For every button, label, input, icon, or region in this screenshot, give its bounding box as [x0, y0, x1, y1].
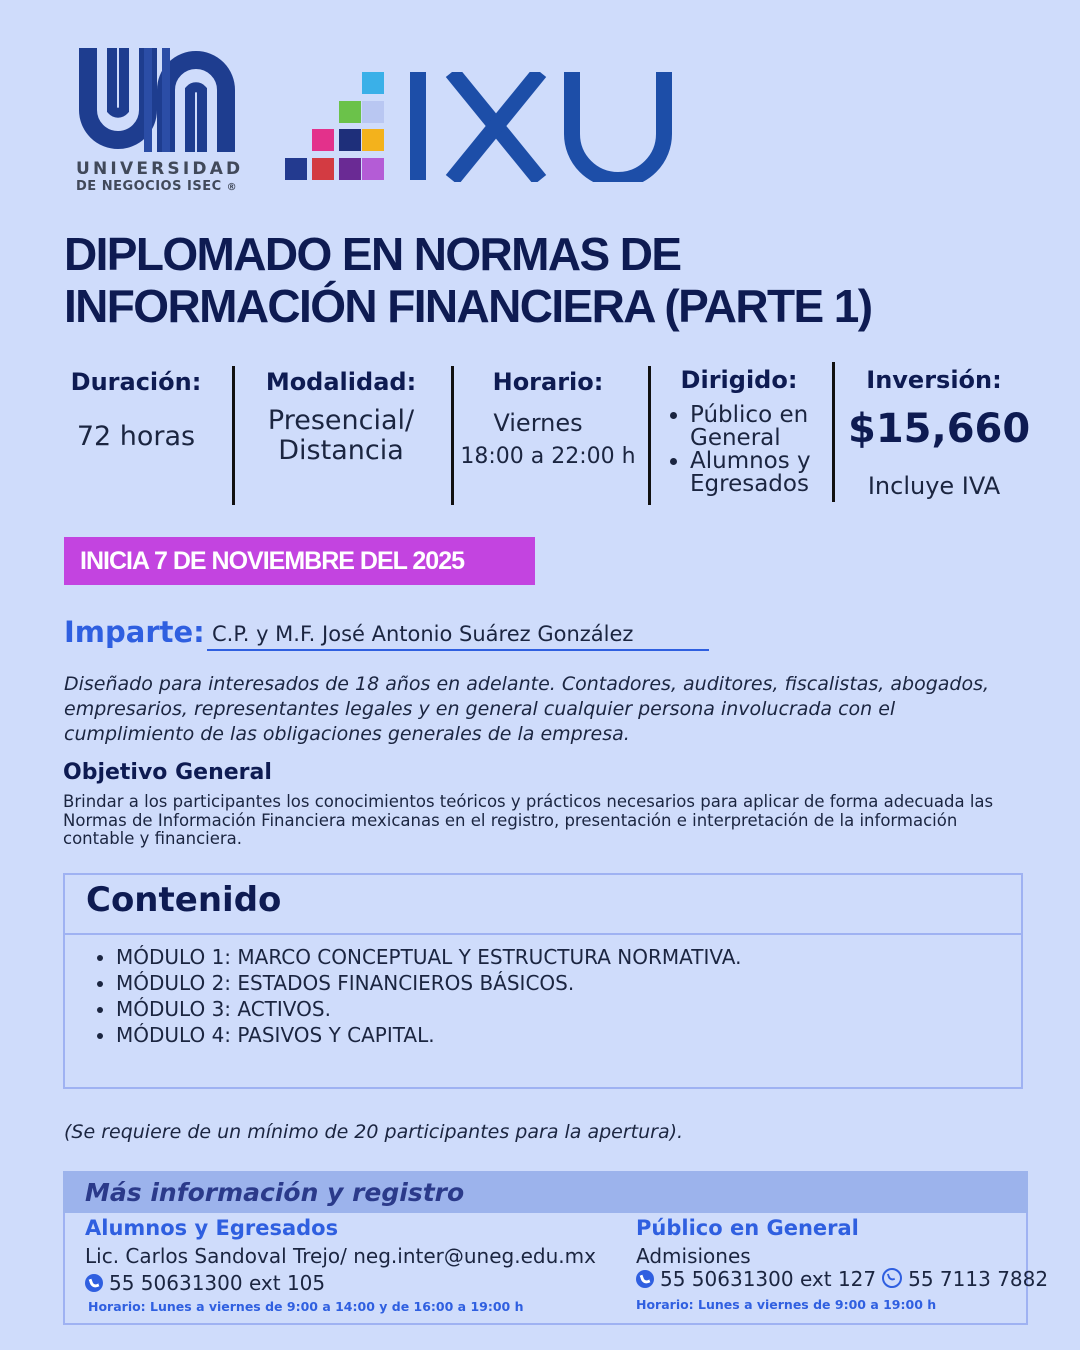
objective-title: Objetivo General [63, 760, 272, 785]
description: Diseñado para interesados de 18 años en adelante. Contadores, auditores, fiscalistas, abogados, empresarios, representantes legales y en general cualquier persona involucrada con el cumplimiento de las obligaciones generales de la empresa. [64, 673, 990, 745]
dirigido-item: • Alumnos y Egresados [690, 450, 840, 496]
modalidad-line2: Distancia [278, 435, 404, 466]
modalidad-value [245, 406, 437, 466]
alumnos-phone-row[interactable] [85, 1271, 325, 1295]
module-list [92, 944, 741, 1048]
horario-day: Viernes [493, 409, 583, 437]
content-title: Contenido [86, 880, 282, 920]
dirigido-label: Dirigido: [680, 366, 798, 394]
whatsapp-icon [882, 1268, 902, 1288]
alumnos-phone[interactable]: 55 50631300 ext 105 [109, 1271, 326, 1295]
horario-time: 18:00 a 22:00 h [460, 444, 636, 469]
publico-whatsapp[interactable]: 55 7113 7882 [908, 1267, 1049, 1291]
minimum-participants-note: (Se requiere de un mínimo de 20 participantes para la apertura). [64, 1121, 684, 1143]
modalidad-label: Modalidad: [265, 368, 417, 396]
instructor-name: C.P. y M.F. José Antonio Suárez González [212, 622, 634, 646]
publico-phone[interactable]: 55 50631300 ext 127 [660, 1267, 877, 1291]
divider-4 [832, 362, 835, 502]
start-date-badge: INICIA 7 DE NOVIEMBRE DEL 2025 [64, 537, 535, 585]
alumnos-title: Alumnos y Egresados [85, 1216, 339, 1240]
contact-title: Más información y registro [85, 1178, 465, 1207]
module-item: • MÓDULO 1: MARCO CONCEPTUAL Y ESTRUCTURA NORMATIVA. [116, 944, 741, 970]
alumnos-contact[interactable]: Lic. Carlos Sandoval Trejo/ neg.inter@uneg.edu.mx [85, 1244, 596, 1268]
duracion-label: Duración: [70, 368, 202, 396]
dirigido-list [666, 404, 840, 496]
inversion-label: Inversión: [866, 366, 1002, 394]
ixu-logo [282, 72, 677, 182]
uneg-logo-line1: UNIVERSIDAD [76, 159, 244, 179]
price-note: Incluye IVA [867, 472, 1001, 500]
module-item: • MÓDULO 3: ACTIVOS. [116, 996, 741, 1022]
modalidad-line1: Presencial/ [267, 405, 415, 436]
publico-phone-row[interactable] [636, 1267, 1048, 1291]
dirigido-item: • Público en General [690, 404, 840, 450]
page-title [64, 228, 1024, 332]
price: $15,660 [848, 406, 1031, 452]
uneg-logo-text [76, 160, 243, 197]
module-item: • MÓDULO 4: PASIVOS Y CAPITAL. [116, 1022, 741, 1048]
divider-2 [451, 366, 454, 505]
divider-1 [232, 366, 235, 505]
divider-3 [648, 366, 651, 505]
title-line2: INFORMACIÓN FINANCIERA (PARTE 1) [64, 280, 872, 332]
instructor-underline [207, 649, 709, 651]
imparte-label: Imparte: [64, 615, 205, 649]
phone-icon [636, 1270, 654, 1288]
publico-title: Público en General [636, 1216, 859, 1240]
module-item: • MÓDULO 2: ESTADOS FINANCIEROS BÁSICOS. [116, 970, 741, 996]
publico-contact: Admisiones [636, 1244, 751, 1268]
title-line1: DIPLOMADO EN NORMAS DE [64, 228, 681, 280]
objective-text: Brindar a los participantes los conocimientos teóricos y prácticos necesarios para aplicar de forma adecuada las Normas de Información Financiera mexicanas en el registro, presentación e interpretación de la información contable y financiera. [63, 792, 994, 848]
duracion-value: 72 horas [76, 421, 196, 452]
uneg-logo-line2: DE NEGOCIOS ISEC ® [76, 179, 238, 194]
phone-icon [85, 1274, 103, 1292]
publico-hours: Horario: Lunes a viernes de 9:00 a 19:00 h [636, 1297, 937, 1312]
alumnos-hours: Horario: Lunes a viernes de 9:00 a 14:00 y de 16:00 a 19:00 h [88, 1299, 524, 1314]
horario-label: Horario: [492, 368, 604, 396]
